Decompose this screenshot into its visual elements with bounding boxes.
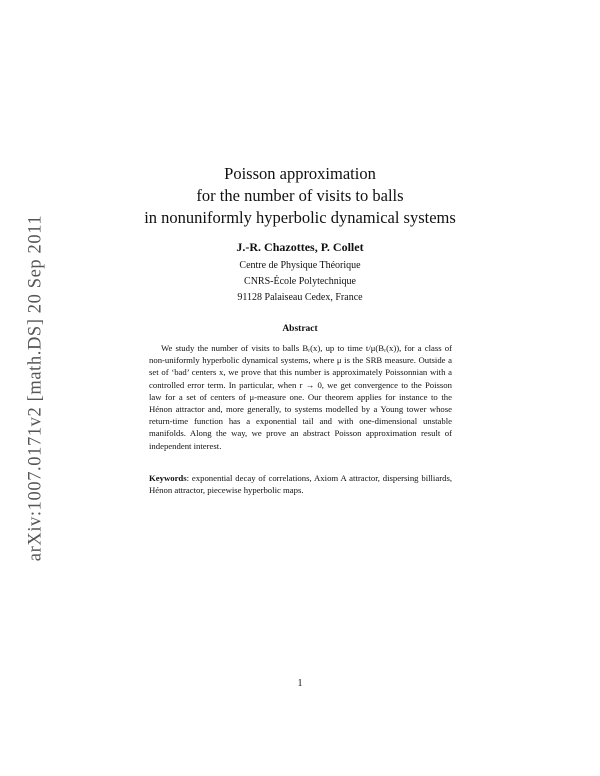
keywords-label: Keywords xyxy=(149,473,187,483)
affiliation-line-3: 91128 Palaiseau Cedex, France xyxy=(237,292,363,303)
affiliation xyxy=(0,258,600,306)
abstract-text: We study the number of visits to balls Bᵣ(x), up to time t/μ(Bᵣ(x)), for a class of non-uniformly hyperbolic dynamical systems, where μ is the SRB measure. Outside a set of ‘bad’ centers x, we prove that this number is approximately Poissonnian with a controlled error term. In particular, when r → 0, we get convergence to the Poisson law for a set of centers of μ-measure one. Our theorem applies for instance to the Hénon attractor and, more generally, to systems modelled by a Young tower whose return-time function has a exponential tail and with one-dimensional unstable manifolds. Along the way, we prove an abstract Poisson approximation result of independent interest. xyxy=(149,343,452,451)
paper-title xyxy=(0,163,600,229)
title-line-1: Poisson approximation xyxy=(224,164,376,183)
keywords-text: : exponential decay of correlations, Axiom A attractor, dispersing billiards, Hénon attractor, piecewise hyperbolic maps. xyxy=(149,473,452,496)
affiliation-line-1: Centre de Physique Théorique xyxy=(239,260,361,271)
title-line-3: in nonuniformly hyperbolic dynamical systems xyxy=(144,208,456,227)
page-number: 1 xyxy=(297,678,303,689)
abstract-heading: Abstract xyxy=(282,324,318,334)
title-line-2: for the number of visits to balls xyxy=(196,186,404,205)
keywords xyxy=(149,472,452,496)
arxiv-sidebar-stamp: arXiv:1007.0171v2 [math.DS] 20 Sep 2011 xyxy=(25,214,46,562)
affiliation-line-2: CNRS-École Polytechnique xyxy=(244,276,356,287)
authors: J.-R. Chazottes, P. Collet xyxy=(236,240,364,254)
